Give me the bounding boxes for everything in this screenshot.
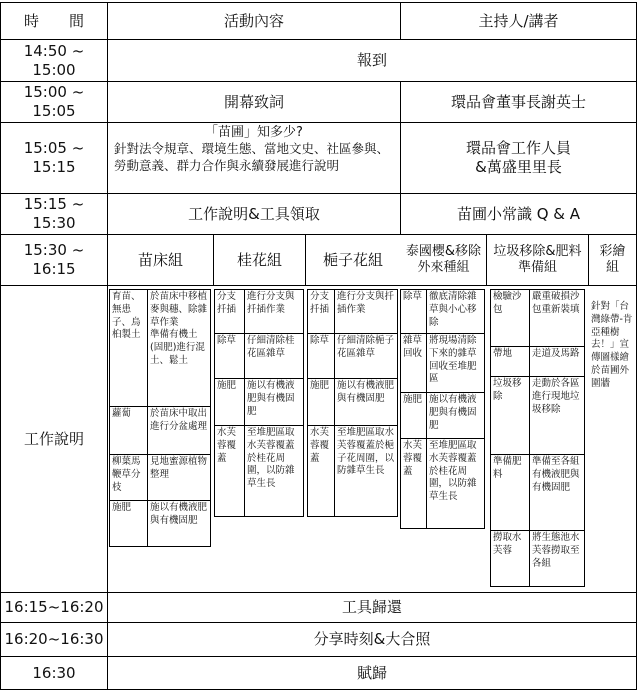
taiguo-task-2-desc: 將現場清除下來的雜草回收至堆肥區 xyxy=(429,335,477,385)
zhizi-task-4-name: 水芙蓉覆蓋 xyxy=(310,427,330,464)
zhizi-task-3-name: 施肥 xyxy=(310,380,330,391)
laji-task-3-desc: 走動於各區進行現地垃圾移除 xyxy=(532,378,580,415)
row9-time: 16:30 xyxy=(32,663,76,682)
guihua-task-4-desc: 至堆肥區取水芙蓉覆蓋於桂花周圍，以防雜草生長 xyxy=(247,427,295,490)
laji-task-5-desc: 將生態池水芙蓉撈取至各組 xyxy=(532,532,580,569)
zhizi-task-1-name: 分支扦插 xyxy=(310,291,330,315)
row2-time: 15:00 ~ 15:05 xyxy=(23,83,85,120)
guihua-task-2-name: 除草 xyxy=(217,335,237,346)
row8-activity: 分享時刻&大合照 xyxy=(313,630,431,649)
laji-task-1-name: 檢驗沙包 xyxy=(493,291,522,315)
caihui-desc: 針對「台灣綠帶-肯亞種樹去！」宣傳圖樣繪於苗圃外圍牆 xyxy=(591,301,633,389)
laji-task-4-name: 準備肥料 xyxy=(493,456,522,480)
row2-host: 環品會董事長謝英士 xyxy=(450,92,586,111)
row1-time: 14:50 ~ 15:00 xyxy=(23,41,85,79)
row3-time: 15:05 ~ 15:15 xyxy=(23,139,85,176)
row8-time: 16:20~16:30 xyxy=(4,630,104,649)
laji-task-2-name: 帶地 xyxy=(493,348,513,359)
row7-time: 16:15~16:20 xyxy=(4,598,104,617)
guihua-task-1-desc: 進行分支與扦插作業 xyxy=(247,291,295,315)
miaochuang-task-4-name: 施肥 xyxy=(112,502,132,513)
group-guihua: 桂花組 xyxy=(236,250,282,269)
row3-title: 「苗圃」知多少? xyxy=(205,125,303,140)
row3-activity-cell xyxy=(108,123,400,193)
miaochuang-task-4-desc: 施以有機液肥與有機固肥 xyxy=(150,502,208,526)
zhizi-task-1-desc: 進行分支與扦插作業 xyxy=(337,291,395,315)
miaochuang-task-3-name: 柳葉馬鞭草分枝 xyxy=(112,456,141,493)
miaochuang-task-2-name: 蘿蔔 xyxy=(112,408,132,419)
row4-host: 苗圃小常識 Q & A xyxy=(456,204,581,223)
taiguo-task-1-desc: 徹底清除雜草與小心移除 xyxy=(429,291,477,328)
row3-activity: 針對法令規章、環境生態、當地文史、社區參與、勞動意義、群力合作與永續發展進行說明 xyxy=(114,141,390,174)
taiguo-task-3-name: 施肥 xyxy=(403,394,423,405)
row5-time: 15:30 ~ 16:15 xyxy=(23,241,85,278)
group-taiguo: 泰國櫻&移除外來種組 xyxy=(405,243,482,275)
row3-host: 環品會工作人員 &萬盛里里長 xyxy=(465,139,571,176)
header-host: 主持人/講者 xyxy=(478,11,559,30)
row4-activity: 工作說明&工具領取 xyxy=(188,204,320,223)
row7-activity: 工具歸還 xyxy=(341,598,402,617)
miaochuang-task-3-desc: 見地蜜源植物整理 xyxy=(150,456,208,480)
zhizi-task-3-desc: 施以有機液肥與有機固肥 xyxy=(337,380,395,404)
guihua-task-4-name: 水芙蓉覆蓋 xyxy=(217,427,237,464)
taiguo-task-1-name: 除草 xyxy=(403,291,423,302)
laji-task-1-desc: 嚴重破損沙包重新裝填 xyxy=(532,291,580,315)
row4-time: 15:15 ~ 15:30 xyxy=(23,195,85,232)
laji-task-2-desc: 走道及馬路 xyxy=(532,348,580,359)
guihua-task-2-desc: 仔細清除桂花區雜草 xyxy=(247,335,295,359)
taiguo-task-3-desc: 施以有機液肥與有機固肥 xyxy=(429,394,477,431)
group-laji: 垃圾移除&肥料準備組 xyxy=(493,243,582,275)
laji-task-3-name: 垃圾移除 xyxy=(493,378,522,402)
row6-label: 工作說明 xyxy=(23,429,84,448)
group-zhizi: 梔子花組 xyxy=(322,250,383,269)
group-caihui: 彩繪組 xyxy=(599,243,626,275)
zhizi-task-2-name: 除草 xyxy=(310,335,330,346)
zhizi-task-2-desc: 仔細清除梔子花區雜草 xyxy=(337,335,395,359)
miaochuang-task-2-desc: 於苗床中取出進行分盆處理 xyxy=(150,408,208,432)
taiguo-task-4-name: 水芙蓉覆蓋 xyxy=(403,440,423,477)
miaochuang-task-1-desc: 於苗床中移植麥與穗、除雜草作業 準備有機土(固肥)進行混土、鬆土 xyxy=(150,291,208,367)
row2-activity: 開幕致詞 xyxy=(223,92,284,111)
zhizi-task-4-desc: 至堆肥區取水芙蓉覆蓋於梔子花周圍，以防雜草生長 xyxy=(337,427,395,477)
laji-task-4-desc: 準備至各組有機液肥與有機固肥 xyxy=(532,456,580,493)
miaochuang-task-1-name: 育苗、無患子、烏桕製土 xyxy=(112,291,141,341)
group-miaochuang: 苗床組 xyxy=(137,250,183,269)
taiguo-task-2-name: 雜草回收 xyxy=(403,335,423,359)
guihua-task-3-desc: 施以有機液肥與有機固肥 xyxy=(247,380,295,417)
laji-task-5-name: 撈取水芙蓉 xyxy=(493,532,522,556)
taiguo-task-4-desc: 至堆肥區取水芙蓉覆蓋於桂花周圍，以防雜草生長 xyxy=(429,440,477,503)
row9-activity: 賦歸 xyxy=(356,663,387,682)
guihua-task-3-name: 施肥 xyxy=(217,380,237,391)
header-time: 時 間 xyxy=(23,11,84,30)
guihua-task-1-name: 分支扦插 xyxy=(217,291,237,315)
header-activity: 活動內容 xyxy=(223,11,284,30)
row1-activity: 報到 xyxy=(356,51,387,70)
